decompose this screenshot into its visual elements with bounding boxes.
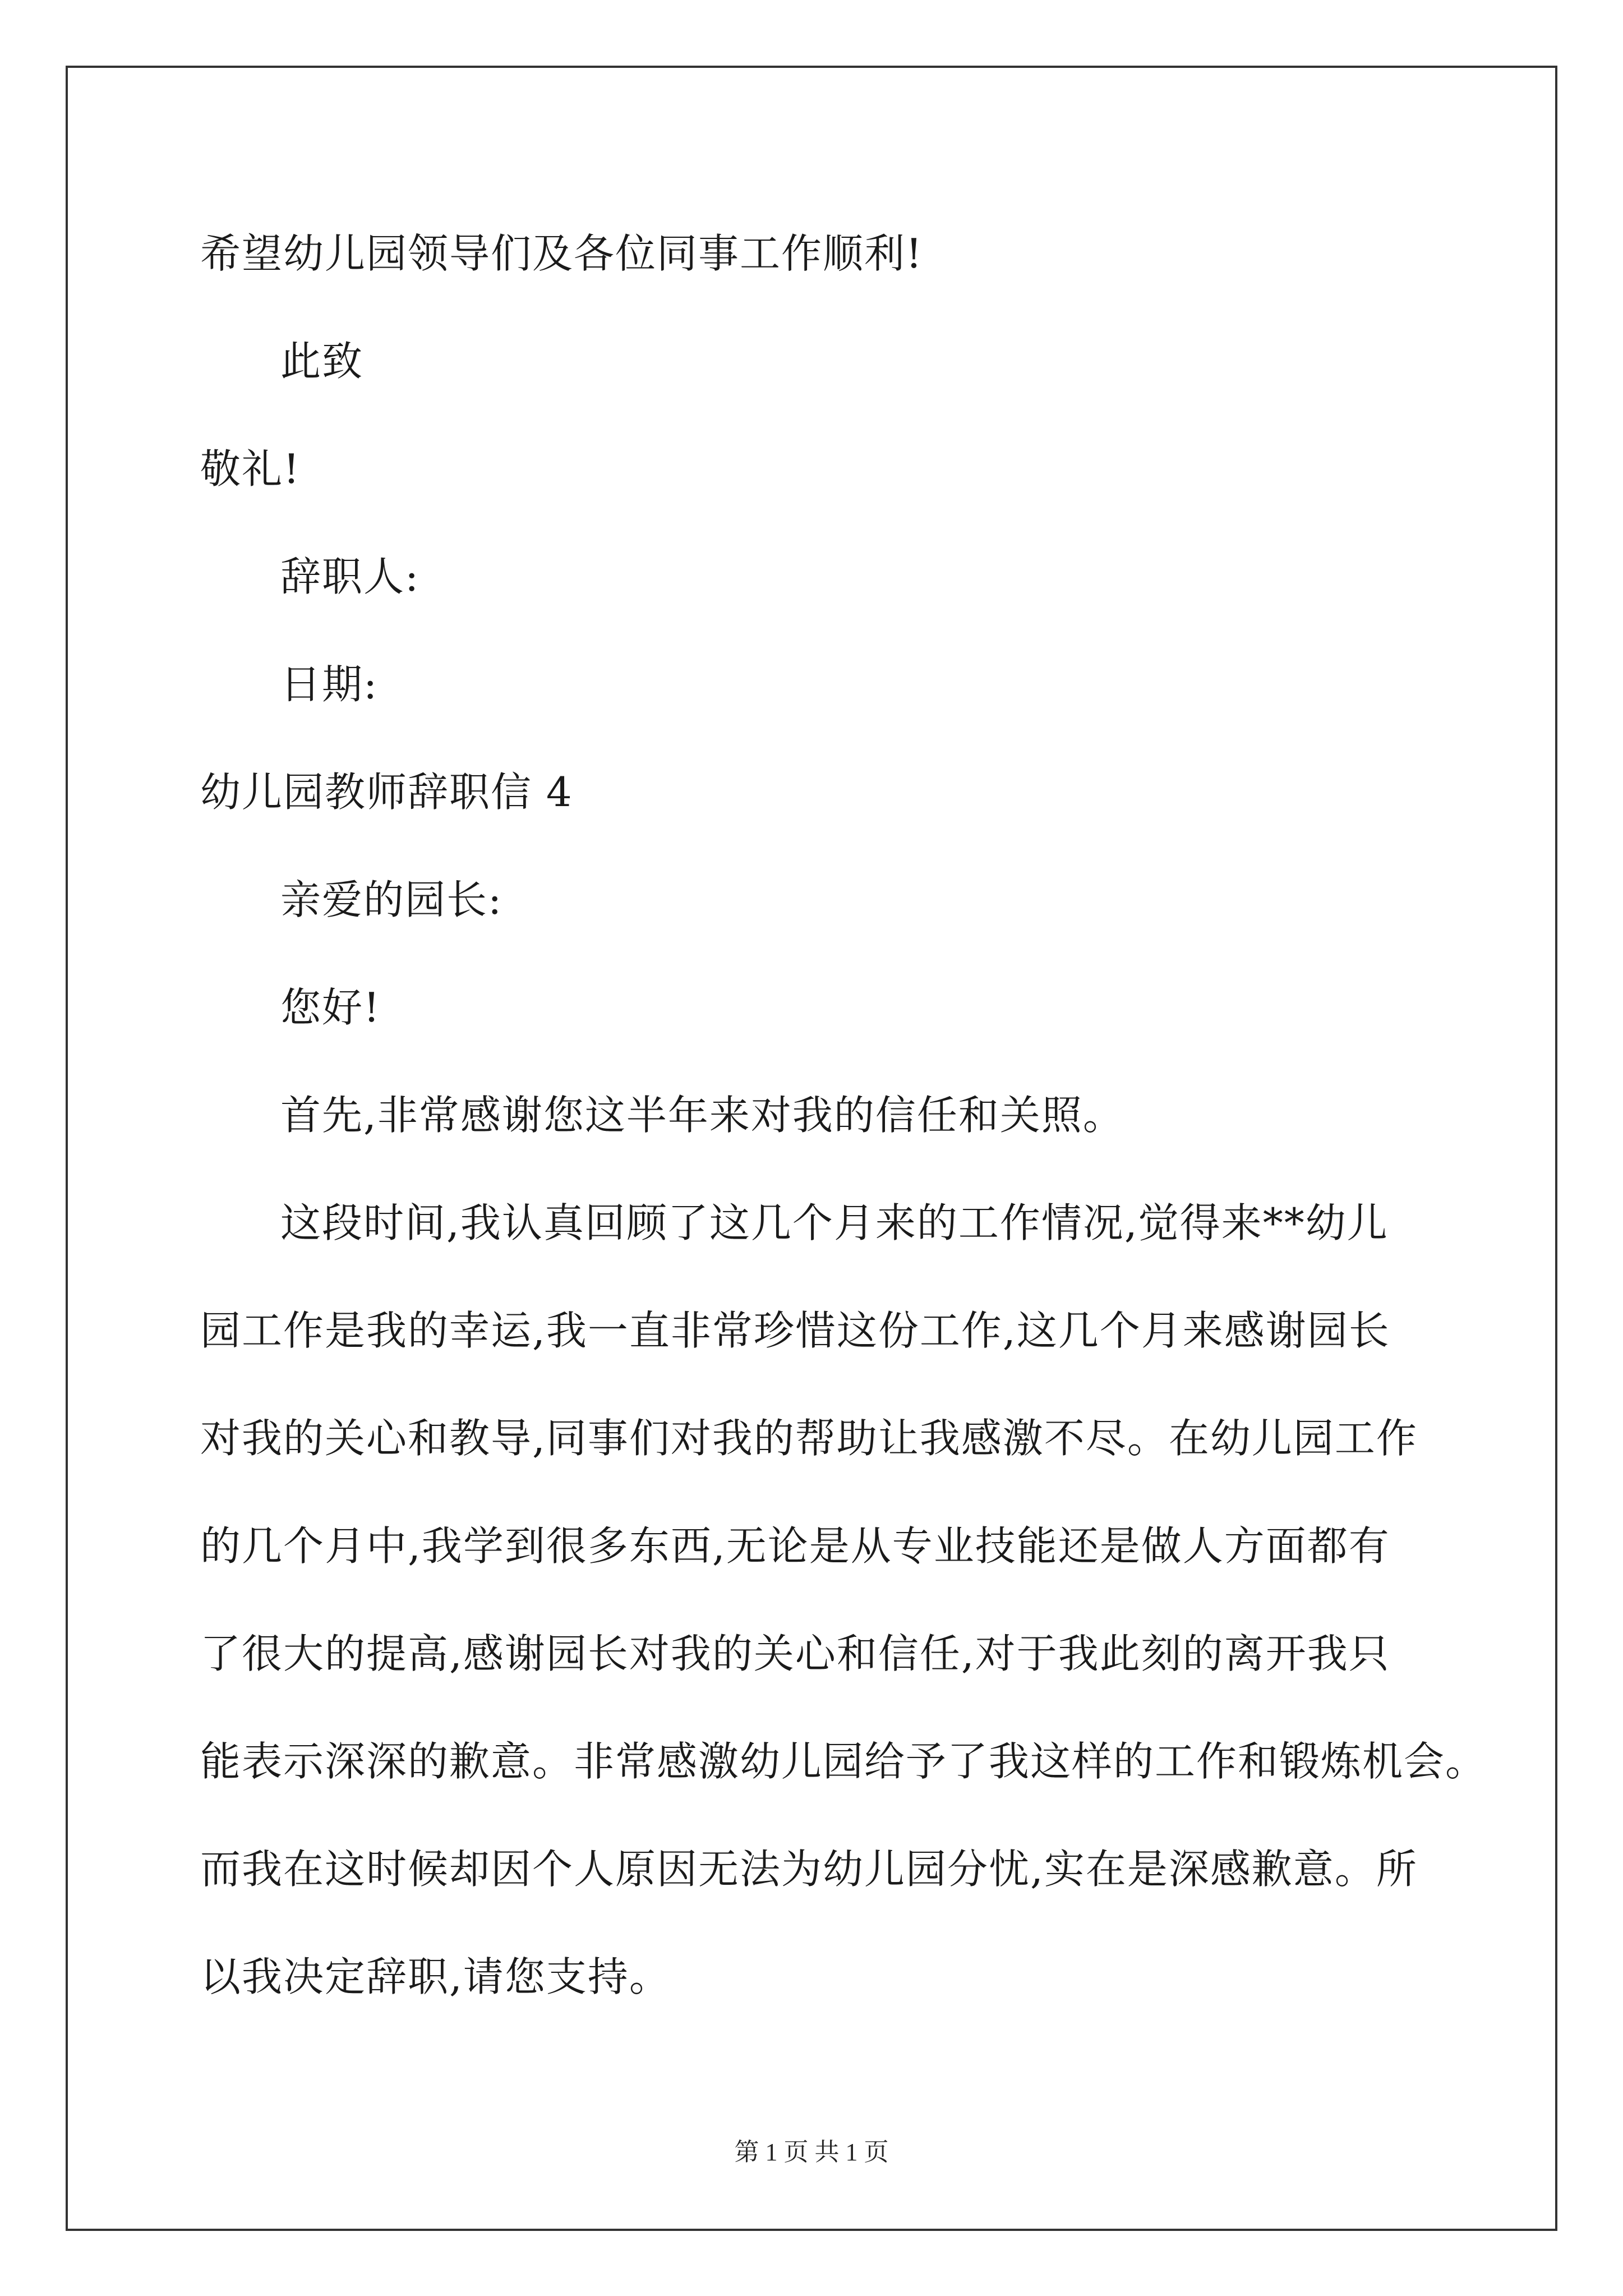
paragraph-line: 了很大的提高,感谢园长对我的关心和信任,对于我此刻的离开我只 (200, 1630, 1390, 1677)
page-footer: 第 1 页 共 1 页 (734, 2138, 889, 2166)
thanks-line: 首先,非常感谢您这半年来对我的信任和关照。 (280, 1092, 1124, 1139)
paragraph-line: 能表示深深的歉意。非常感激幼儿园给予了我这样的工作和锻炼机会。 (200, 1738, 1487, 1785)
paragraph-line: 而我在这时候却因个人原因无法为幼儿园分忧,实在是深感歉意。所 (200, 1846, 1418, 1893)
paragraph-line: 以我决定辞职,请您支持。 (200, 1953, 671, 2000)
greeting-line: 您好! (280, 984, 381, 1031)
resigner-line: 辞职人: (280, 553, 420, 600)
jingli-line: 敬礼! (200, 445, 301, 493)
salutation-line: 亲爱的园长: (280, 876, 503, 923)
section-title: 幼儿园教师辞职信 4 (200, 769, 573, 816)
paragraph-line: 这段时间,我认真回顾了这几个月来的工作情况,觉得来**幼儿 (280, 1199, 1389, 1246)
main-paragraph (200, 1169, 1487, 2031)
paragraph-line: 园工作是我的幸运,我一直非常珍惜这份工作,这几个月来感谢园长 (200, 1307, 1390, 1354)
date-line: 日期: (280, 661, 379, 708)
closing-wish-line: 希望幼儿园领导们及各位同事工作顺利! (200, 230, 923, 277)
cizhi-line: 此致 (280, 338, 364, 385)
paragraph-line: 对我的关心和教导,同事们对我的帮助让我感激不尽。在幼儿园工作 (200, 1415, 1418, 1462)
paragraph-line: 的几个月中,我学到很多东西,无论是从专业技能还是做人方面都有 (200, 1522, 1390, 1570)
